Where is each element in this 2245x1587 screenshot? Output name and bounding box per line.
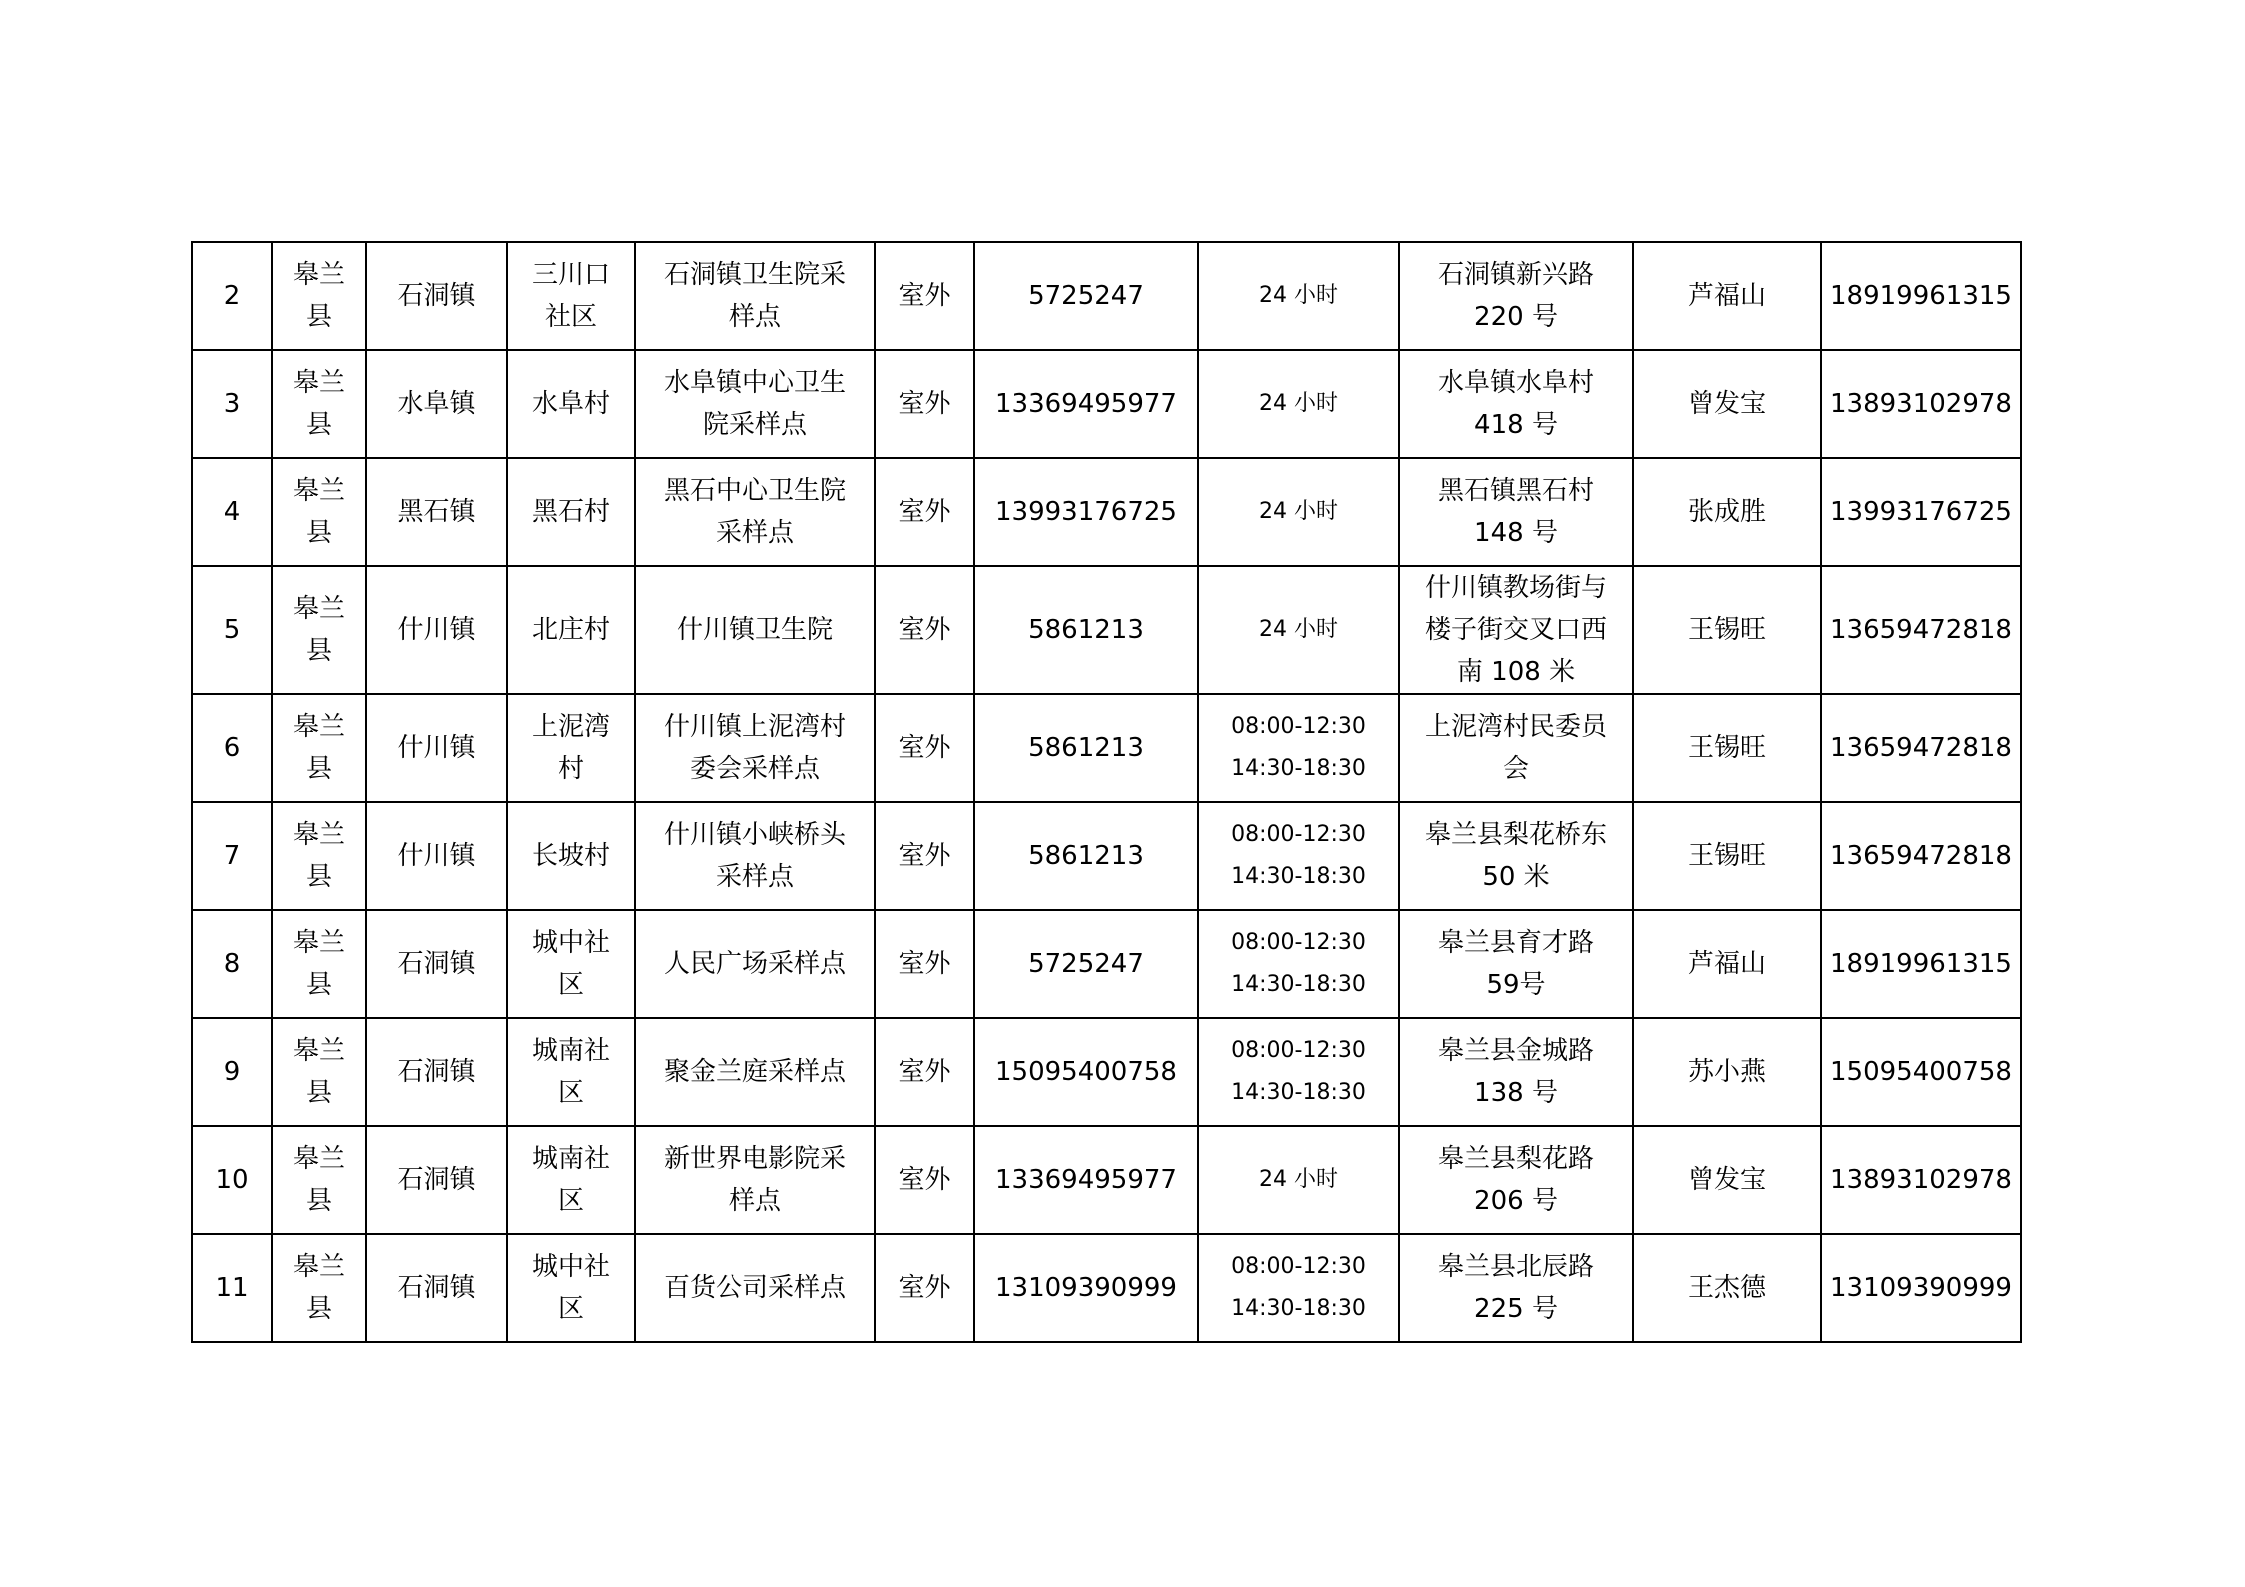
- county-cell: 皋兰县: [272, 242, 366, 350]
- row-number: 4: [192, 458, 272, 566]
- address-cell: 水阜镇水阜村418 号: [1399, 350, 1633, 458]
- site-type-cell: 室外: [875, 566, 974, 694]
- town-cell: 水阜镇: [366, 350, 507, 458]
- county-cell: 皋兰县: [272, 1126, 366, 1234]
- sampling-site-cell: 石洞镇卫生院采样点: [635, 242, 875, 350]
- site-phone-cell: 15095400758: [974, 1018, 1198, 1126]
- contact-person-cell: 曾发宝: [1633, 1126, 1821, 1234]
- contact-person-cell: 王锡旺: [1633, 694, 1821, 802]
- site-type-cell: 室外: [875, 1234, 974, 1342]
- row-number: 7: [192, 802, 272, 910]
- town-cell: 石洞镇: [366, 1018, 507, 1126]
- table-row: [192, 1018, 2021, 1126]
- sampling-sites-table: [191, 241, 2022, 1343]
- service-hours-cell: [1198, 566, 1399, 694]
- site-type-cell: 室外: [875, 242, 974, 350]
- hours-line-1: 08:00-12:30: [1231, 930, 1366, 955]
- town-cell: 什川镇: [366, 694, 507, 802]
- village-cell: 三川口社区: [507, 242, 635, 350]
- table-row: [192, 458, 2021, 566]
- service-hours-cell: [1198, 694, 1399, 802]
- hours-line-2: 14:30-18:30: [1231, 1080, 1366, 1105]
- hours-line-1: 24 小时: [1259, 617, 1338, 642]
- address-cell: 皋兰县育才路 59号: [1399, 910, 1633, 1018]
- row-number: 9: [192, 1018, 272, 1126]
- table-row: [192, 350, 2021, 458]
- site-type-cell: 室外: [875, 694, 974, 802]
- site-phone-cell: 5725247: [974, 242, 1198, 350]
- address-cell: 皋兰县北辰路225 号: [1399, 1234, 1633, 1342]
- contact-mobile-cell: 15095400758: [1821, 1018, 2021, 1126]
- contact-person-cell: 曾发宝: [1633, 350, 1821, 458]
- row-number: 2: [192, 242, 272, 350]
- site-phone-cell: 5861213: [974, 694, 1198, 802]
- service-hours-cell: [1198, 910, 1399, 1018]
- hours-line-1: 24 小时: [1259, 391, 1338, 416]
- table-row: [192, 910, 2021, 1018]
- hours-line-1: 08:00-12:30: [1231, 1254, 1366, 1279]
- hours-line-1: 24 小时: [1259, 1167, 1338, 1192]
- town-cell: 什川镇: [366, 566, 507, 694]
- site-phone-cell: 13109390999: [974, 1234, 1198, 1342]
- county-cell: 皋兰县: [272, 350, 366, 458]
- row-number: 6: [192, 694, 272, 802]
- hours-line-1: 24 小时: [1259, 499, 1338, 524]
- site-phone-cell: 5861213: [974, 802, 1198, 910]
- site-type-cell: 室外: [875, 1018, 974, 1126]
- town-cell: 石洞镇: [366, 910, 507, 1018]
- contact-person-cell: 苏小燕: [1633, 1018, 1821, 1126]
- county-cell: 皋兰县: [272, 910, 366, 1018]
- village-cell: 城南社区: [507, 1126, 635, 1234]
- address-cell: 石洞镇新兴路220 号: [1399, 242, 1633, 350]
- contact-mobile-cell: 13893102978: [1821, 1126, 2021, 1234]
- contact-person-cell: 王锡旺: [1633, 802, 1821, 910]
- sampling-site-cell: 百货公司采样点: [635, 1234, 875, 1342]
- contact-mobile-cell: 13659472818: [1821, 802, 2021, 910]
- table-body: [192, 242, 2021, 1342]
- site-phone-cell: 13369495977: [974, 1126, 1198, 1234]
- sampling-site-cell: 聚金兰庭采样点: [635, 1018, 875, 1126]
- row-number: 8: [192, 910, 272, 1018]
- sampling-site-cell: 人民广场采样点: [635, 910, 875, 1018]
- village-cell: 城中社区: [507, 1234, 635, 1342]
- row-number: 10: [192, 1126, 272, 1234]
- address-cell: 上泥湾村民委员会: [1399, 694, 1633, 802]
- contact-person-cell: 张成胜: [1633, 458, 1821, 566]
- hours-line-2: 14:30-18:30: [1231, 756, 1366, 781]
- address-cell: 黑石镇黑石村148 号: [1399, 458, 1633, 566]
- sampling-site-cell: 水阜镇中心卫生院采样点: [635, 350, 875, 458]
- contact-mobile-cell: 13659472818: [1821, 694, 2021, 802]
- address-cell: 什川镇教场街与楼子街交叉口西南 108 米: [1399, 566, 1633, 694]
- table-row: [192, 802, 2021, 910]
- town-cell: 石洞镇: [366, 1234, 507, 1342]
- village-cell: 黑石村: [507, 458, 635, 566]
- service-hours-cell: [1198, 242, 1399, 350]
- table-row: [192, 242, 2021, 350]
- hours-line-2: 14:30-18:30: [1231, 972, 1366, 997]
- village-cell: 城南社区: [507, 1018, 635, 1126]
- contact-mobile-cell: 13893102978: [1821, 350, 2021, 458]
- site-phone-cell: 13369495977: [974, 350, 1198, 458]
- service-hours-cell: [1198, 802, 1399, 910]
- contact-mobile-cell: 18919961315: [1821, 910, 2021, 1018]
- hours-line-1: 08:00-12:30: [1231, 822, 1366, 847]
- service-hours-cell: [1198, 1234, 1399, 1342]
- contact-mobile-cell: 13109390999: [1821, 1234, 2021, 1342]
- village-cell: 水阜村: [507, 350, 635, 458]
- county-cell: 皋兰县: [272, 694, 366, 802]
- county-cell: 皋兰县: [272, 802, 366, 910]
- table-row: [192, 1234, 2021, 1342]
- village-cell: 北庄村: [507, 566, 635, 694]
- site-phone-cell: 5725247: [974, 910, 1198, 1018]
- site-type-cell: 室外: [875, 1126, 974, 1234]
- site-type-cell: 室外: [875, 910, 974, 1018]
- service-hours-cell: [1198, 1126, 1399, 1234]
- county-cell: 皋兰县: [272, 1234, 366, 1342]
- address-cell: 皋兰县梨花路206 号: [1399, 1126, 1633, 1234]
- address-cell: 皋兰县梨花桥东50 米: [1399, 802, 1633, 910]
- site-type-cell: 室外: [875, 350, 974, 458]
- contact-person-cell: 王锡旺: [1633, 566, 1821, 694]
- sampling-site-cell: 什川镇小峡桥头采样点: [635, 802, 875, 910]
- contact-mobile-cell: 18919961315: [1821, 242, 2021, 350]
- row-number: 3: [192, 350, 272, 458]
- contact-mobile-cell: 13993176725: [1821, 458, 2021, 566]
- service-hours-cell: [1198, 350, 1399, 458]
- site-type-cell: 室外: [875, 802, 974, 910]
- town-cell: 石洞镇: [366, 1126, 507, 1234]
- site-phone-cell: 13993176725: [974, 458, 1198, 566]
- sampling-site-cell: 新世界电影院采样点: [635, 1126, 875, 1234]
- contact-mobile-cell: 13659472818: [1821, 566, 2021, 694]
- town-cell: 黑石镇: [366, 458, 507, 566]
- hours-line-2: 14:30-18:30: [1231, 864, 1366, 889]
- site-type-cell: 室外: [875, 458, 974, 566]
- county-cell: 皋兰县: [272, 566, 366, 694]
- hours-line-2: 14:30-18:30: [1231, 1296, 1366, 1321]
- table-row: [192, 694, 2021, 802]
- contact-person-cell: 芦福山: [1633, 242, 1821, 350]
- village-cell: 城中社区: [507, 910, 635, 1018]
- row-number: 5: [192, 566, 272, 694]
- county-cell: 皋兰县: [272, 1018, 366, 1126]
- hours-line-1: 24 小时: [1259, 283, 1338, 308]
- table-row: [192, 1126, 2021, 1234]
- contact-person-cell: 芦福山: [1633, 910, 1821, 1018]
- town-cell: 石洞镇: [366, 242, 507, 350]
- sampling-site-cell: 黑石中心卫生院采样点: [635, 458, 875, 566]
- table-row: [192, 566, 2021, 694]
- sampling-site-cell: 什川镇卫生院: [635, 566, 875, 694]
- town-cell: 什川镇: [366, 802, 507, 910]
- row-number: 11: [192, 1234, 272, 1342]
- village-cell: 长坡村: [507, 802, 635, 910]
- address-cell: 皋兰县金城路138 号: [1399, 1018, 1633, 1126]
- service-hours-cell: [1198, 1018, 1399, 1126]
- hours-line-1: 08:00-12:30: [1231, 714, 1366, 739]
- site-phone-cell: 5861213: [974, 566, 1198, 694]
- village-cell: 上泥湾村: [507, 694, 635, 802]
- hours-line-1: 08:00-12:30: [1231, 1038, 1366, 1063]
- county-cell: 皋兰县: [272, 458, 366, 566]
- service-hours-cell: [1198, 458, 1399, 566]
- contact-person-cell: 王杰德: [1633, 1234, 1821, 1342]
- sampling-site-cell: 什川镇上泥湾村委会采样点: [635, 694, 875, 802]
